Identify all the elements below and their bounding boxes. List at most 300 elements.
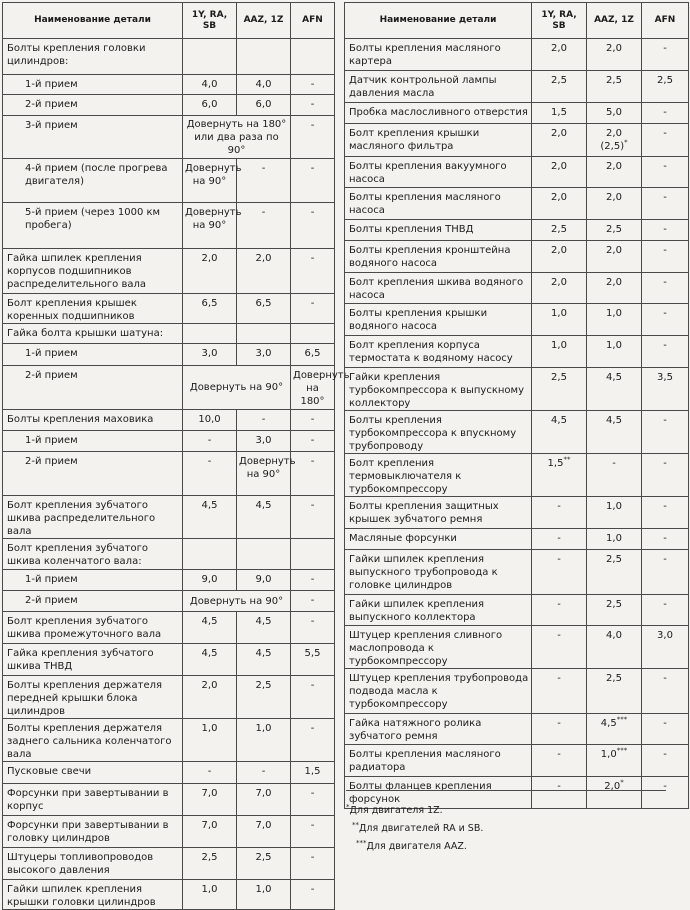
part-name-cell: Болт крепления крышки масляного фильтра <box>345 124 532 157</box>
footnote <box>346 820 666 841</box>
table-row <box>3 75 335 95</box>
torque-value: 1,5 <box>547 458 564 469</box>
table-row <box>345 550 689 595</box>
part-name-cell: 2-й прием <box>3 95 183 116</box>
torque-value: 2,5 <box>551 224 567 235</box>
torque-value-alt: (2,5) <box>600 141 625 152</box>
torque-value: - <box>557 673 561 684</box>
part-name-cell: Гайка болта крышки шатуна: <box>3 324 183 344</box>
torque-value: 2,5 <box>606 554 622 565</box>
table-row <box>3 116 335 159</box>
torque-value-1y-ra-sb <box>532 714 587 745</box>
torque-value-afn: - <box>291 496 335 539</box>
torque-value: - <box>612 458 616 469</box>
torque-value-aaz-1z <box>237 570 291 591</box>
table-row <box>345 626 689 669</box>
table-row <box>345 220 689 241</box>
torque-value: - <box>261 163 266 174</box>
torque-value: 2,0 <box>551 277 567 288</box>
torque-value: 4,5 <box>600 718 617 729</box>
table-row <box>345 529 689 550</box>
torque-value-1y-ra-sb <box>183 848 237 880</box>
torque-value: 2,5 <box>606 75 622 86</box>
torque-value-1y-ra-sb <box>532 336 587 368</box>
torque-value: 1,0 <box>606 340 622 351</box>
table-row <box>3 496 335 539</box>
torque-value: - <box>557 554 561 565</box>
torque-value: 4,5 <box>255 616 272 627</box>
part-name-cell: Болты крепления держателя передней крышки блока цилиндров <box>3 676 183 719</box>
torque-value: - <box>207 766 212 777</box>
torque-value: 3,0 <box>201 348 218 359</box>
part-name-cell: 5-й прием (через 1000 км пробега) <box>3 203 183 249</box>
torque-value-1y-ra-sb <box>183 452 237 496</box>
part-name-cell: Штуцеры топливопроводов высокого давления <box>3 848 183 880</box>
part-name-cell: Болты крепления масляного насоса <box>345 188 532 220</box>
torque-value-1y-ra-sb <box>183 880 237 910</box>
torque-value-afn: - <box>642 529 689 550</box>
footnote-mark: * <box>346 802 350 811</box>
torque-value: 1,0 <box>606 533 622 544</box>
torque-value-aaz-1z <box>587 411 642 454</box>
torque-value-aaz-1z <box>587 71 642 103</box>
torque-value: 4,5 <box>606 372 622 383</box>
table-row <box>3 324 335 344</box>
torque-value: 4,0 <box>255 79 272 90</box>
table-body-left <box>3 39 350 910</box>
part-name-cell: Форсунки при завертывании в корпус <box>3 784 183 816</box>
torque-value-afn: - <box>291 75 335 95</box>
torque-value: 1,0 <box>201 884 218 895</box>
torque-value: - <box>557 749 561 760</box>
torque-value-1y-ra-sb <box>183 570 237 591</box>
torque-value-afn: - <box>291 591 335 612</box>
footnote-text: Для двигателя 1Z. <box>349 805 443 816</box>
torque-value-1y-ra-sb <box>532 595 587 626</box>
part-name-cell: 1-й прием <box>3 431 183 452</box>
torque-value-aaz-1z <box>587 220 642 241</box>
part-name-cell: Болты крепления кронштейна водяного насоса <box>345 241 532 273</box>
torque-value: - <box>207 456 212 467</box>
torque-value: 2,5 <box>201 852 218 863</box>
table-row <box>345 124 689 157</box>
torque-value-span-cell: Довернуть на 180° или два раза по 90° <box>183 116 291 159</box>
torque-value-aaz-1z <box>237 612 291 644</box>
torque-value-aaz-1z <box>237 452 296 496</box>
torque-value-1y-ra-sb <box>183 612 237 644</box>
part-name-cell: Болты крепления турбокомпрессора к впускному трубопроводу <box>345 411 532 454</box>
torque-value: - <box>557 599 561 610</box>
table-row <box>345 71 689 103</box>
torque-value: 7,0 <box>255 820 272 831</box>
torque-value-span-cell: Довернуть на 90° <box>183 366 291 410</box>
table-row <box>3 431 335 452</box>
torque-value-aaz-1z <box>587 157 642 188</box>
torque-value-afn <box>291 539 335 570</box>
torque-value: 10,0 <box>198 414 221 425</box>
torque-value: 2,0 <box>551 43 567 54</box>
header-part-name: Наименование детали <box>3 3 183 39</box>
torque-value: - <box>261 207 266 218</box>
torque-value: 4,5 <box>201 648 218 659</box>
table-row <box>3 159 335 203</box>
torque-value: 9,0 <box>255 574 272 585</box>
torque-value-aaz-1z <box>237 410 291 431</box>
table-header-row <box>345 3 689 39</box>
torque-value: 2,5 <box>606 673 622 684</box>
torque-value-aaz-1z <box>587 188 642 220</box>
torque-value-afn: - <box>291 848 335 880</box>
torque-value-1y-ra-sb <box>183 762 237 784</box>
footnote-mark: ** <box>563 455 571 464</box>
torque-value: 2,0 <box>201 253 218 264</box>
part-name-cell: 2-й прием <box>3 591 183 612</box>
torque-value: 2,5 <box>551 75 567 86</box>
torque-value-afn: - <box>642 241 689 273</box>
torque-value-1y-ra-sb <box>532 124 587 157</box>
header-aaz-1z: AAZ, 1Z <box>587 3 642 39</box>
torque-value: 4,5 <box>255 500 272 511</box>
torque-value-aaz-1z <box>237 344 291 366</box>
part-name-cell: 1-й прием <box>3 344 183 366</box>
table-row <box>3 570 335 591</box>
table-row <box>3 39 335 75</box>
torque-value-aaz-1z <box>237 431 291 452</box>
torque-value: - <box>557 781 561 792</box>
footnote-mark: *** <box>616 746 628 755</box>
torque-value-afn: - <box>642 157 689 188</box>
torque-value-1y-ra-sb <box>183 203 242 249</box>
torque-value-afn: - <box>291 452 335 496</box>
torque-value-1y-ra-sb <box>183 496 237 539</box>
torque-value-afn: - <box>291 719 335 762</box>
torque-value: 2,0 <box>551 192 567 203</box>
torque-value-afn: 2,5 <box>642 71 689 103</box>
torque-value-aaz-1z <box>237 784 291 816</box>
torque-value: 3,0 <box>255 348 272 359</box>
table-row <box>345 368 689 411</box>
torque-value-afn: - <box>642 777 689 809</box>
part-name-cell: Болт крепления зубчатого шкива промежуточного вала <box>3 612 183 644</box>
header-1y-ra-sb: 1Y, RA, SB <box>183 3 237 39</box>
torque-value: - <box>557 533 561 544</box>
part-name-cell: Гайки шпилек крепления выпускного трубопровода к головке цилиндров <box>345 550 532 595</box>
table-row <box>3 762 335 784</box>
torque-value-afn <box>291 39 335 75</box>
torque-value: 2,0 <box>606 245 622 256</box>
torque-value-afn: - <box>642 714 689 745</box>
torque-value-aaz-1z <box>237 848 291 880</box>
torque-value: 1,0 <box>600 749 617 760</box>
part-name-cell: Болты крепления крышки водяного насоса <box>345 304 532 336</box>
part-name-cell: Болты крепления ТНВД <box>345 220 532 241</box>
torque-value-aaz-1z <box>237 324 291 344</box>
torque-value-1y-ra-sb <box>183 719 237 762</box>
torque-value: 2,5 <box>255 852 272 863</box>
part-name-cell: Болт крепления термовыключателя к турбокомпрессору <box>345 454 532 497</box>
header-1y-ra-sb: 1Y, RA, SB <box>532 3 587 39</box>
torque-value-afn: - <box>291 784 335 816</box>
table-row <box>345 188 689 220</box>
torque-value: 9,0 <box>201 574 218 585</box>
torque-value-afn: - <box>642 454 689 497</box>
torque-value-afn: - <box>642 273 689 304</box>
torque-value-aaz-1z <box>237 644 291 676</box>
torque-value-1y-ra-sb <box>532 188 587 220</box>
torque-value: 2,0 <box>201 680 218 691</box>
part-name-cell: Форсунки при завертывании в головку цилиндров <box>3 816 183 848</box>
torque-value-1y-ra-sb <box>183 431 237 452</box>
torque-value-aaz-1z <box>587 304 642 336</box>
footnote-text: Для двигателя AAZ. <box>366 841 467 852</box>
table-row <box>3 95 335 116</box>
torque-value-1y-ra-sb <box>532 273 587 304</box>
torque-value: 2,5 <box>255 680 272 691</box>
footnote <box>346 802 666 823</box>
footnote-mark: * <box>624 138 628 147</box>
torque-value-afn: 1,5 <box>291 762 335 784</box>
torque-value: 1,0 <box>255 884 272 895</box>
torque-value-1y-ra-sb <box>183 676 237 719</box>
torque-value: 1,0 <box>606 501 622 512</box>
part-name-cell: Пробка маслосливного отверстия <box>345 103 532 124</box>
table-row <box>345 336 689 368</box>
part-name-cell: Болты крепления масляного радиатора <box>345 745 532 777</box>
footnote-mark: *** <box>356 838 367 847</box>
torque-value-aaz-1z <box>587 550 642 595</box>
torque-value-aaz-1z <box>237 762 291 784</box>
torque-value-1y-ra-sb <box>532 669 587 714</box>
torque-value-aaz-1z <box>237 75 291 95</box>
torque-value-afn: - <box>642 550 689 595</box>
part-name-cell: Болты крепления головки цилиндров: <box>3 39 183 75</box>
torque-value: - <box>557 630 561 641</box>
part-name-cell: Масляные форсунки <box>345 529 532 550</box>
torque-value: 2,0 <box>606 128 622 139</box>
torque-value-aaz-1z <box>237 203 291 249</box>
torque-value-1y-ra-sb <box>532 550 587 595</box>
part-name-cell: 2-й прием <box>3 452 183 496</box>
torque-value-aaz-1z <box>587 368 642 411</box>
torque-value-afn: - <box>291 676 335 719</box>
torque-value-1y-ra-sb <box>532 745 587 777</box>
table-row <box>345 497 689 529</box>
torque-table-right <box>344 2 689 809</box>
torque-value: 2,5 <box>606 599 622 610</box>
torque-value-afn: - <box>642 745 689 777</box>
footnote-text: Для двигателей RA и SB. <box>359 823 484 834</box>
part-name-cell: Болты крепления защитных крышек зубчатого ремня <box>345 497 532 529</box>
torque-value-1y-ra-sb <box>532 71 587 103</box>
part-name-cell: 1-й прием <box>3 570 183 591</box>
torque-value: 2,0 <box>551 128 567 139</box>
torque-value-afn: - <box>642 595 689 626</box>
torque-value: 4,0 <box>606 630 622 641</box>
table-row <box>3 249 335 294</box>
part-name-cell: Болт крепления зубчатого шкива распределительного вала <box>3 496 183 539</box>
table-row <box>3 452 335 496</box>
torque-value-afn: - <box>642 411 689 454</box>
torque-value-aaz-1z <box>587 714 642 745</box>
torque-value: Довернуть на 90° <box>185 163 242 187</box>
torque-value-1y-ra-sb <box>532 368 587 411</box>
table-row <box>3 539 335 570</box>
torque-value-afn: - <box>642 188 689 220</box>
torque-value: 1,5 <box>551 107 567 118</box>
part-name-cell: Болты фланцев крепления форсунок <box>345 777 532 809</box>
torque-value: 5,0 <box>606 107 622 118</box>
torque-value-afn: - <box>291 159 335 203</box>
torque-value: - <box>261 766 266 777</box>
torque-value-1y-ra-sb <box>532 626 587 669</box>
torque-value-aaz-1z <box>237 676 291 719</box>
torque-value: 7,0 <box>255 788 272 799</box>
table-row <box>3 612 335 644</box>
torque-value-1y-ra-sb <box>183 249 237 294</box>
footnotes <box>346 790 666 859</box>
table-row <box>3 719 335 762</box>
torque-value: 6,5 <box>255 298 272 309</box>
torque-value-afn: 6,5 <box>291 344 335 366</box>
torque-value-1y-ra-sb <box>532 241 587 273</box>
header-afn: AFN <box>642 3 689 39</box>
torque-value-afn: - <box>291 410 335 431</box>
torque-value-1y-ra-sb <box>183 816 237 848</box>
torque-value-1y-ra-sb <box>532 103 587 124</box>
torque-value-1y-ra-sb <box>532 497 587 529</box>
part-name-cell: Болты крепления масляного картера <box>345 39 532 71</box>
torque-value: 4,0 <box>201 79 218 90</box>
torque-value-aaz-1z <box>587 39 642 71</box>
torque-value: - <box>261 414 266 425</box>
torque-value-afn: - <box>291 570 335 591</box>
table-row <box>345 241 689 273</box>
torque-value-afn: - <box>291 95 335 116</box>
part-name-cell: Штуцер крепления трубопровода подвода масла к турбокомпрессору <box>345 669 532 714</box>
torque-value: - <box>557 501 561 512</box>
torque-value-1y-ra-sb <box>183 324 237 344</box>
torque-value-aaz-1z <box>587 745 642 777</box>
torque-value-1y-ra-sb <box>532 304 587 336</box>
torque-value-1y-ra-sb <box>183 644 237 676</box>
torque-value: 2,0 <box>606 277 622 288</box>
torque-table-left <box>2 2 350 910</box>
torque-value-aaz-1z <box>237 719 291 762</box>
torque-value-afn: - <box>291 880 335 910</box>
torque-value-span-cell: Довернуть на 90° <box>183 591 291 612</box>
torque-value-1y-ra-sb <box>183 784 237 816</box>
table-header-row <box>3 3 335 39</box>
footnote-mark: *** <box>616 715 628 724</box>
torque-value-1y-ra-sb <box>532 529 587 550</box>
torque-value: 6,5 <box>201 298 218 309</box>
torque-value-afn: - <box>642 497 689 529</box>
table-row <box>345 304 689 336</box>
torque-value: 2,0 <box>551 245 567 256</box>
torque-value: 2,0 <box>606 43 622 54</box>
table-row <box>345 157 689 188</box>
table-row <box>345 714 689 745</box>
torque-value-1y-ra-sb <box>183 159 242 203</box>
torque-value-aaz-1z <box>587 529 642 550</box>
torque-value-aaz-1z <box>237 539 291 570</box>
torque-value: - <box>557 718 561 729</box>
torque-value-aaz-1z <box>237 39 291 75</box>
torque-value-afn: - <box>642 124 689 157</box>
part-name-cell: Гайки шпилек крепления крышки головки цилиндров <box>3 880 183 910</box>
table-row <box>3 848 335 880</box>
part-name-cell: Пусковые свечи <box>3 762 183 784</box>
torque-value: 1,0 <box>551 340 567 351</box>
part-name-cell: Гайка шпилек крепления корпусов подшипников распределительного вала <box>3 249 183 294</box>
torque-value-aaz-1z <box>587 336 642 368</box>
part-name-cell: Гайка натяжного ролика зубчатого ремня <box>345 714 532 745</box>
torque-value: 2,0 <box>604 781 621 792</box>
torque-value: 2,0 <box>255 253 272 264</box>
table-row <box>3 880 335 910</box>
torque-value-aaz-1z <box>237 95 291 116</box>
torque-value: 7,0 <box>201 788 218 799</box>
torque-value: 1,0 <box>606 308 622 319</box>
torque-value: 4,5 <box>201 500 218 511</box>
part-name-cell: 2-й прием <box>3 366 183 410</box>
torque-value-aaz-1z <box>587 595 642 626</box>
part-name-cell: 3-й прием <box>3 116 183 159</box>
torque-value-1y-ra-sb <box>183 539 237 570</box>
torque-value: 2,0 <box>606 192 622 203</box>
torque-value-afn: - <box>291 816 335 848</box>
part-name-cell: Болты крепления маховика <box>3 410 183 431</box>
torque-value-1y-ra-sb <box>532 157 587 188</box>
torque-value-afn: - <box>291 431 335 452</box>
table-row <box>3 676 335 719</box>
torque-value-aaz-1z <box>587 103 642 124</box>
torque-value-1y-ra-sb <box>532 220 587 241</box>
torque-value-afn: - <box>291 116 335 159</box>
table-row <box>3 366 335 410</box>
table-row <box>3 294 335 324</box>
torque-value-afn: - <box>642 304 689 336</box>
torque-value: 4,5 <box>551 415 567 426</box>
torque-value: 2,5 <box>606 224 622 235</box>
torque-value: 4,5 <box>606 415 622 426</box>
torque-value-aaz-1z <box>237 496 291 539</box>
table-row <box>3 644 335 676</box>
table-row <box>3 591 335 612</box>
torque-value-afn: 3,0 <box>642 626 689 669</box>
torque-value-1y-ra-sb <box>183 410 237 431</box>
footnote-mark: ** <box>352 820 359 829</box>
torque-value-1y-ra-sb <box>532 411 587 454</box>
part-name-cell: Гайки крепления турбокомпрессора к выпускному коллектору <box>345 368 532 411</box>
torque-value-afn: - <box>642 103 689 124</box>
table-row <box>345 595 689 626</box>
table-row <box>345 669 689 714</box>
torque-value: Довернуть на 90° <box>185 207 242 231</box>
torque-value-1y-ra-sb <box>532 39 587 71</box>
torque-value-1y-ra-sb <box>183 95 237 116</box>
torque-value-aaz-1z <box>587 124 642 157</box>
torque-value-afn: - <box>642 336 689 368</box>
table-row <box>345 39 689 71</box>
torque-value-1y-ra-sb <box>532 454 587 497</box>
torque-value-1y-ra-sb <box>183 75 237 95</box>
torque-value-aaz-1z <box>237 159 291 203</box>
torque-value-aaz-1z <box>237 880 291 910</box>
torque-value-afn: - <box>291 612 335 644</box>
part-name-cell: Штуцер крепления сливного маслопровода к турбокомпрессору <box>345 626 532 669</box>
table-body-right <box>345 39 689 809</box>
